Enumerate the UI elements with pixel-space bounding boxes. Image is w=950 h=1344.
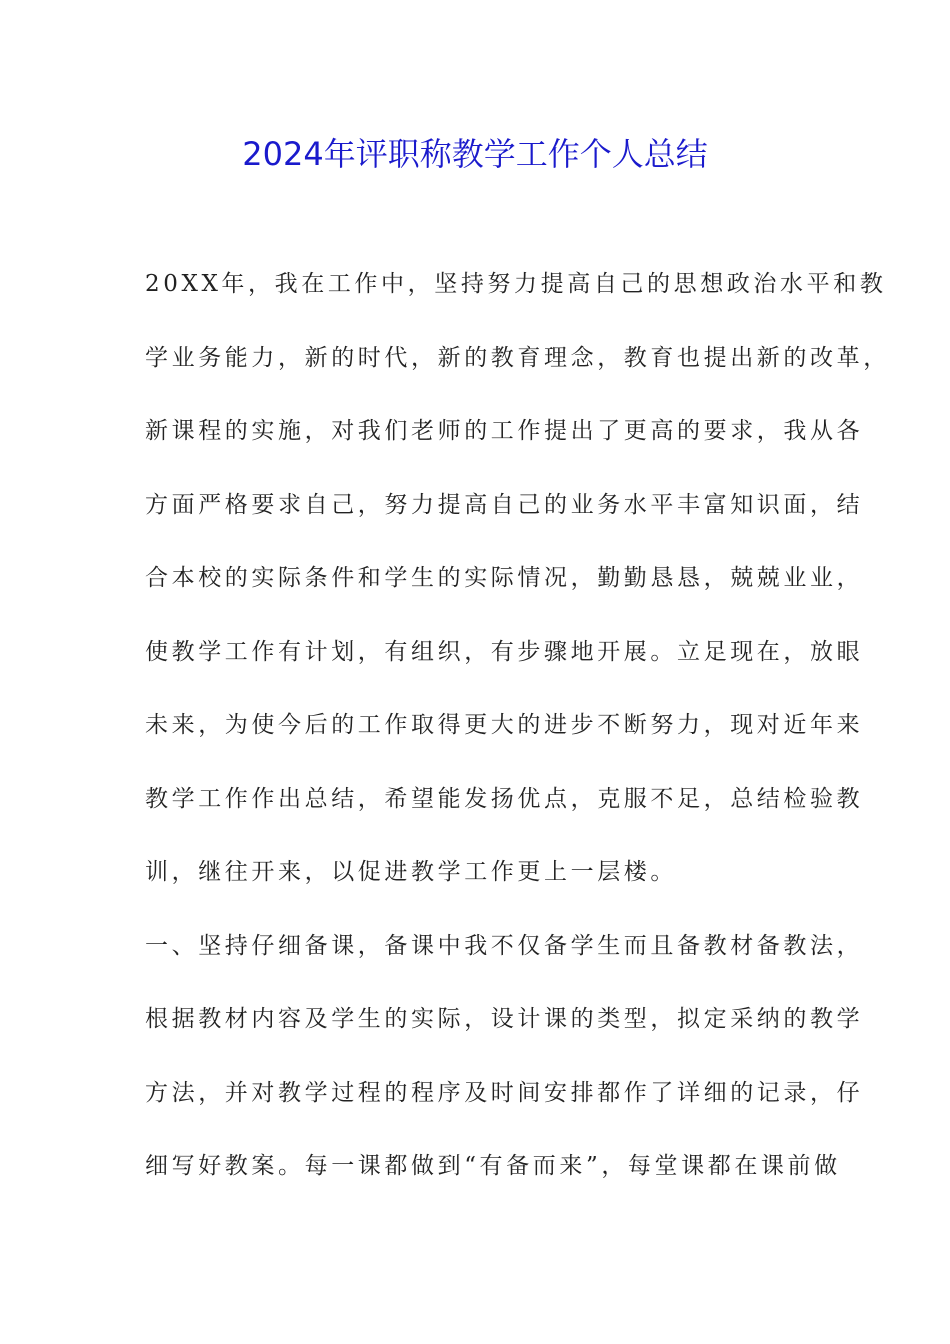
document-body [145,258,890,1214]
document-title: 2024年评职称教学工作个人总结 [242,135,708,173]
body-line: 细写好教案。每一课都做到“有备而来”，每堂课都在课前做 [145,1153,841,1179]
body-line: 使教学工作有计划，有组织，有步骤地开展。立足现在，放眼 [145,638,864,665]
body-line: 方面严格要求自己，努力提高自己的业务水平丰富知识面，结 [145,491,864,518]
body-line: 根据教材内容及学生的实际，设计课的类型，拟定采纳的教学 [145,1006,864,1032]
body-line: 20XX年，我在工作中，坚持努力提高自己的思想政治水平和教 [145,271,887,297]
body-line: 新课程的实施，对我们老师的工作提出了更高的要求，我从各 [145,418,864,444]
body-line: 学业务能力，新的时代，新的教育理念，教育也提出新的改革， [145,344,890,371]
body-line: 合本校的实际条件和学生的实际情况，勤勤恳恳，兢兢业业， [145,565,864,591]
body-line: 训，继往开来，以促进教学工作更上一层楼。 [145,859,677,885]
body-line: 未来，为使今后的工作取得更大的进步不断努力，现对近年来 [145,712,864,738]
body-line: 教学工作作出总结，希望能发扬优点，克服不足，总结检验教 [145,785,864,812]
body-line: 一、坚持仔细备课，备课中我不仅备学生而且备教材备教法， [145,932,864,959]
body-line: 方法，并对教学过程的程序及时间安排都作了详细的记录，仔 [145,1079,864,1106]
